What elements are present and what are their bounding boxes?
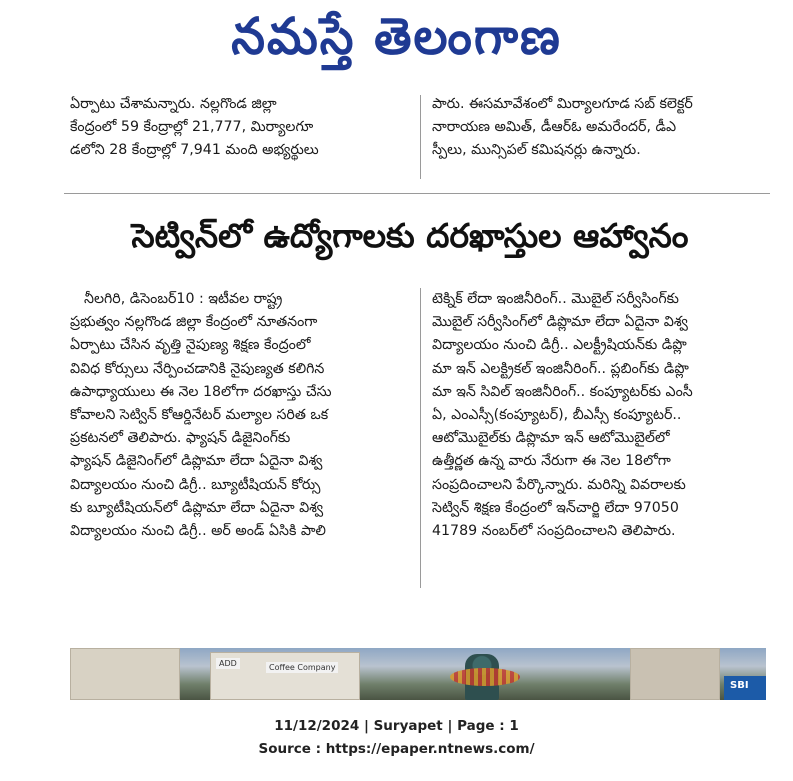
text-line: ప్రకటనలో తెలిపారు. ఫ్యాషన్ డిజైనింగ్‌కు (70, 430, 291, 447)
text-line: సెట్విన్ శిక్షణ కేంద్రంలో ఇన్‌చార్జి లేదా 97050 (432, 499, 679, 516)
source-info: Source : https://epaper.ntnews.com/ (258, 741, 535, 757)
masthead (0, 0, 793, 86)
article-left-column (70, 288, 410, 543)
text-line: నీలగిరి, డిసెంబర్10 : ఇటీవల రాష్ట్ర (84, 291, 283, 307)
photo-sign: Coffee Company (266, 662, 338, 673)
text-line: ఉత్తీర్ణత ఉన్న వారు నేరుగా ఈ నెల 18లోగా (432, 453, 671, 470)
text-line: మా ఇన్ సివిల్ ఇంజినీరింగ్.. కంప్యూటర్‌కు ఎంసీ (432, 383, 693, 400)
column-divider (420, 95, 421, 179)
text-line: డలోని 28 కేంద్రాల్లో 7,941 మంది అభ్యర్థులు (70, 142, 319, 158)
photo-sign: ADD (216, 658, 240, 669)
text-line: ఫ్యాషన్ డిజైనింగ్‌లో డిప్లొమా లేదా ఏదైనా విశ్వ (70, 453, 323, 470)
text-line: స్పీలు, మున్సిపల్ కమిషనర్లు ఉన్నారు. (432, 142, 641, 158)
photo-building (70, 648, 180, 700)
column-divider (420, 288, 421, 588)
text-line: పారు. ఈసమావేశంలో మిర్యాలగూడ సబ్ కలెక్టర్ (432, 96, 693, 112)
edition-info: 11/12/2024 | Suryapet | Page : 1 (274, 718, 519, 734)
text-line: కు బ్యూటీషియన్‌లో డిప్లొమా లేదా ఏదైనా విశ్వ (70, 499, 324, 516)
article-right-column (432, 288, 772, 543)
previous-article-left-column (70, 93, 412, 162)
text-line: మా ఇన్ ఎలక్ట్రికల్ ఇంజినీరింగ్.. ప్లబింగ్‌కు డిప్లొ (432, 360, 689, 377)
text-line: విద్యాలయం నుంచి డిగ్రీ.. అర్ అండ్ ఏసికి పాలి (70, 523, 326, 540)
news-photo (70, 648, 766, 700)
text-line: నారాయణ అమిత్, డీఆర్ఓ అమరేందర్, డీఎ (432, 119, 677, 135)
text-line: ప్రభుత్వం నల్లగొండ జిల్లా కేంద్రంలో నూతనంగా (70, 314, 318, 331)
text-line: మొబైల్ సర్వీసింగ్‌లో డిప్లొమా లేదా ఏదైనా విశ్వ (432, 314, 688, 331)
previous-article-right-column (432, 93, 774, 162)
bank-sign: SBI (724, 676, 766, 700)
newspaper-title: నమస్తే తెలంగాణ (231, 7, 562, 67)
article-headline: సెట్విన్‌లో ఉద్యోగాలకు దరఖాస్తుల ఆహ్వానం (131, 215, 689, 255)
text-line: కేంద్రంలో 59 కేంద్రాల్లో 21,777, మిర్యాలగూ (70, 119, 314, 135)
text-line: వివిధ కోర్సులు నేర్పించడానికి నైపుణ్యత కలిగిన (70, 360, 325, 377)
text-line: 41789 నంబర్‌లో సంప్రదించాలని తెలిపారు. (432, 523, 676, 540)
text-line: ఉపాధ్యాయులు ఈ నెల 18లోగా దరఖాస్తు చేసు (70, 383, 332, 400)
text-line: కోవాలని సెట్విన్ కోఆర్డినేటర్ మల్యాల సరిత ఒక (70, 407, 329, 424)
photo-building (630, 648, 720, 700)
text-line: విద్యాలయం నుంచి డిగ్రీ.. బ్యూటీషియన్ కోర్సు (70, 476, 321, 493)
text-line: ఏ, ఎంఎస్సీ(కంప్యూటర్), బీఎస్సీ కంప్యూటర్.. (432, 407, 682, 424)
text-line: టెక్నిక్ లేదా ఇంజినీరింగ్.. మొబైల్ సర్వీసింగ్‌కు (432, 291, 679, 307)
text-line: ఏర్పాటు చేసిన వృత్తి నైపుణ్య శిక్షణ కేంద్రంలో (70, 337, 311, 354)
garland (450, 668, 520, 686)
text-line: ఆటోమొబైల్‌కు డిప్లొమా ఇన్ ఆటోమొబైల్‌లో (432, 430, 670, 447)
text-line: విద్యాలయం నుంచి డిగ్రీ.. ఎలక్ట్రీషియన్‌కు డిప్లొ (432, 337, 687, 354)
article-divider (64, 193, 770, 194)
text-line: ఏర్పాటు చేశామన్నారు. నల్లగొండ జిల్లా (70, 96, 277, 112)
text-line: సంప్రదించాలని పేర్కొన్నారు. మరిన్ని వివరాలకు (432, 476, 686, 493)
